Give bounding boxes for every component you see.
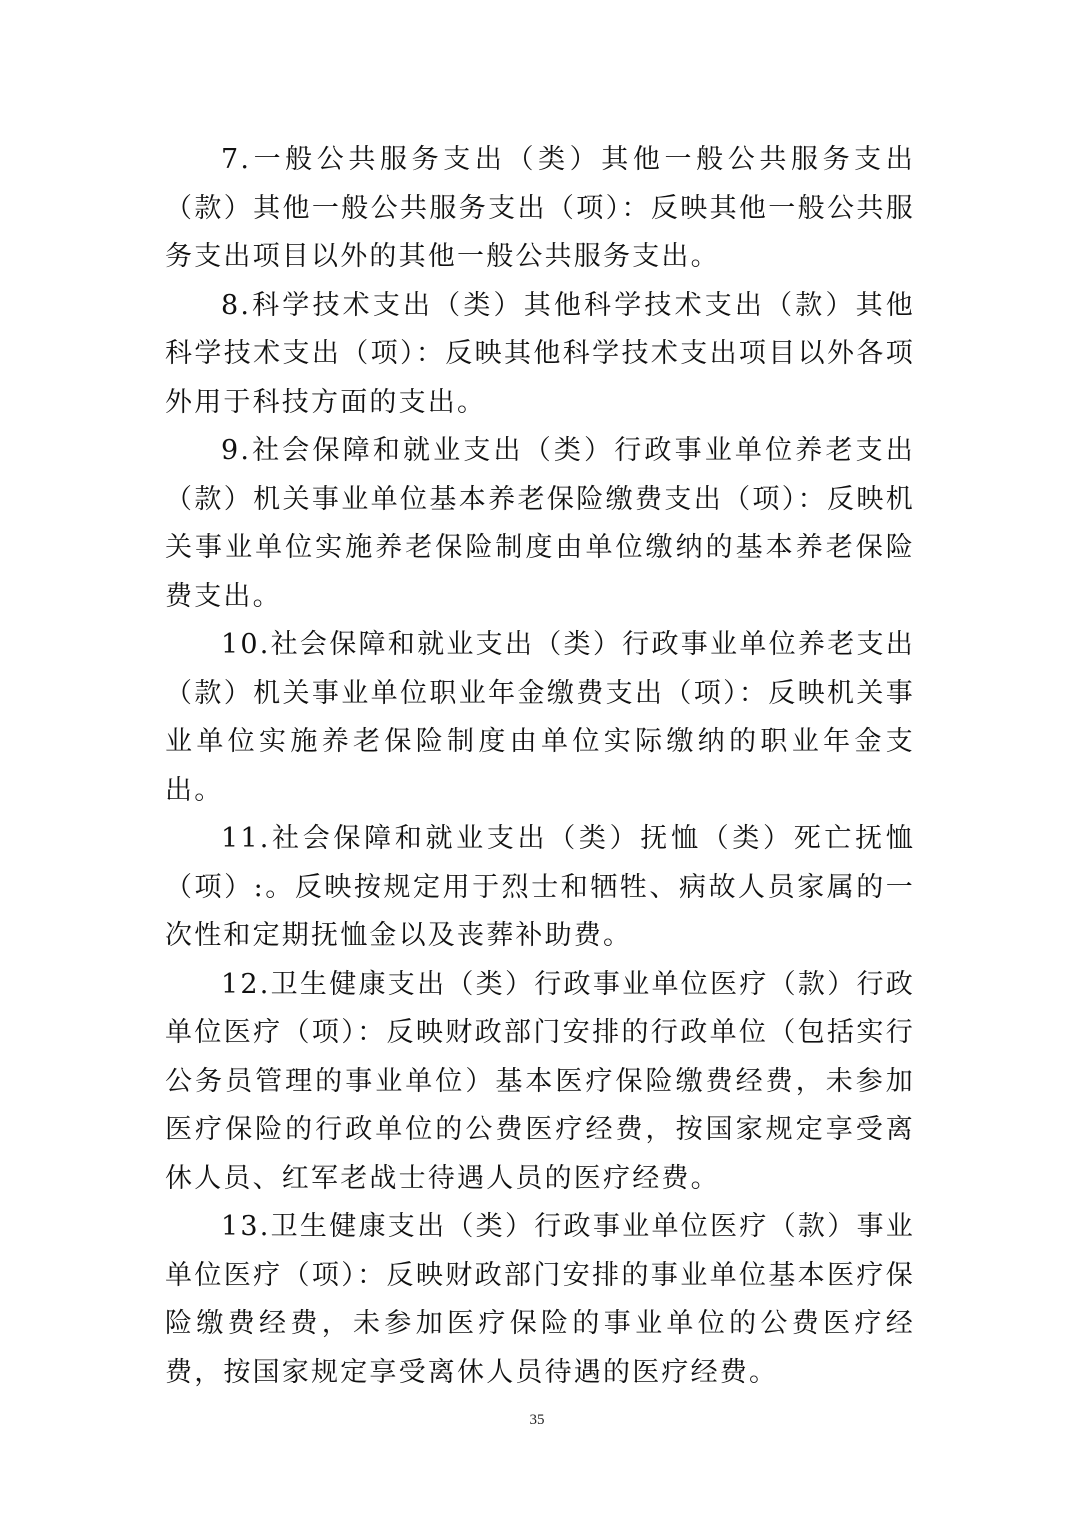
- document-body: [165, 136, 915, 1397]
- paragraph-item-12: 12.卫生健康支出（类）行政事业单位医疗（款）行政单位医疗（项）：反映财政部门安排的行政单位（包括实行公务员管理的事业单位）基本医疗保险缴费经费，未参加医疗保险的行政单位的公费医疗经费，按国家规定享受离休人员、红军老战士待遇人员的医疗经费。: [165, 968, 915, 1194]
- paragraph-item-8: 8.科学技术支出（类）其他科学技术支出（款）其他科学技术支出（项）：反映其他科学技术支出项目以外各项外用于科技方面的支出。: [165, 289, 915, 418]
- page-number: 35: [529, 1412, 545, 1428]
- paragraph-item-13: 13.卫生健康支出（类）行政事业单位医疗（款）事业单位医疗（项）：反映财政部门安排的事业单位基本医疗保险缴费经费，未参加医疗保险的事业单位的公费医疗经费，按国家规定享受离休人员待遇的医疗经费。: [165, 1211, 915, 1388]
- paragraph-item-10: 10.社会保障和就业支出（类）行政事业单位养老支出（款）机关事业单位职业年金缴费支出（项）：反映机关事业单位实施养老保险制度由单位实际缴纳的职业年金支出。: [165, 629, 915, 806]
- paragraph-item-9: 9.社会保障和就业支出（类）行政事业单位养老支出（款）机关事业单位基本养老保险缴费支出（项）：反映机关事业单位实施养老保险制度由单位缴纳的基本养老保险费支出。: [165, 435, 915, 612]
- paragraph-item-7: 7.一般公共服务支出（类）其他一般公共服务支出（款）其他一般公共服务支出（项）：反映其他一般公共服务支出项目以外的其他一般公共服务支出。: [165, 144, 915, 272]
- paragraph-item-11: 11.社会保障和就业支出（类）抚恤（类）死亡抚恤（项）:。反映按规定用于烈士和牺牲、病故人员家属的一次性和定期抚恤金以及丧葬补助费。: [165, 823, 915, 951]
